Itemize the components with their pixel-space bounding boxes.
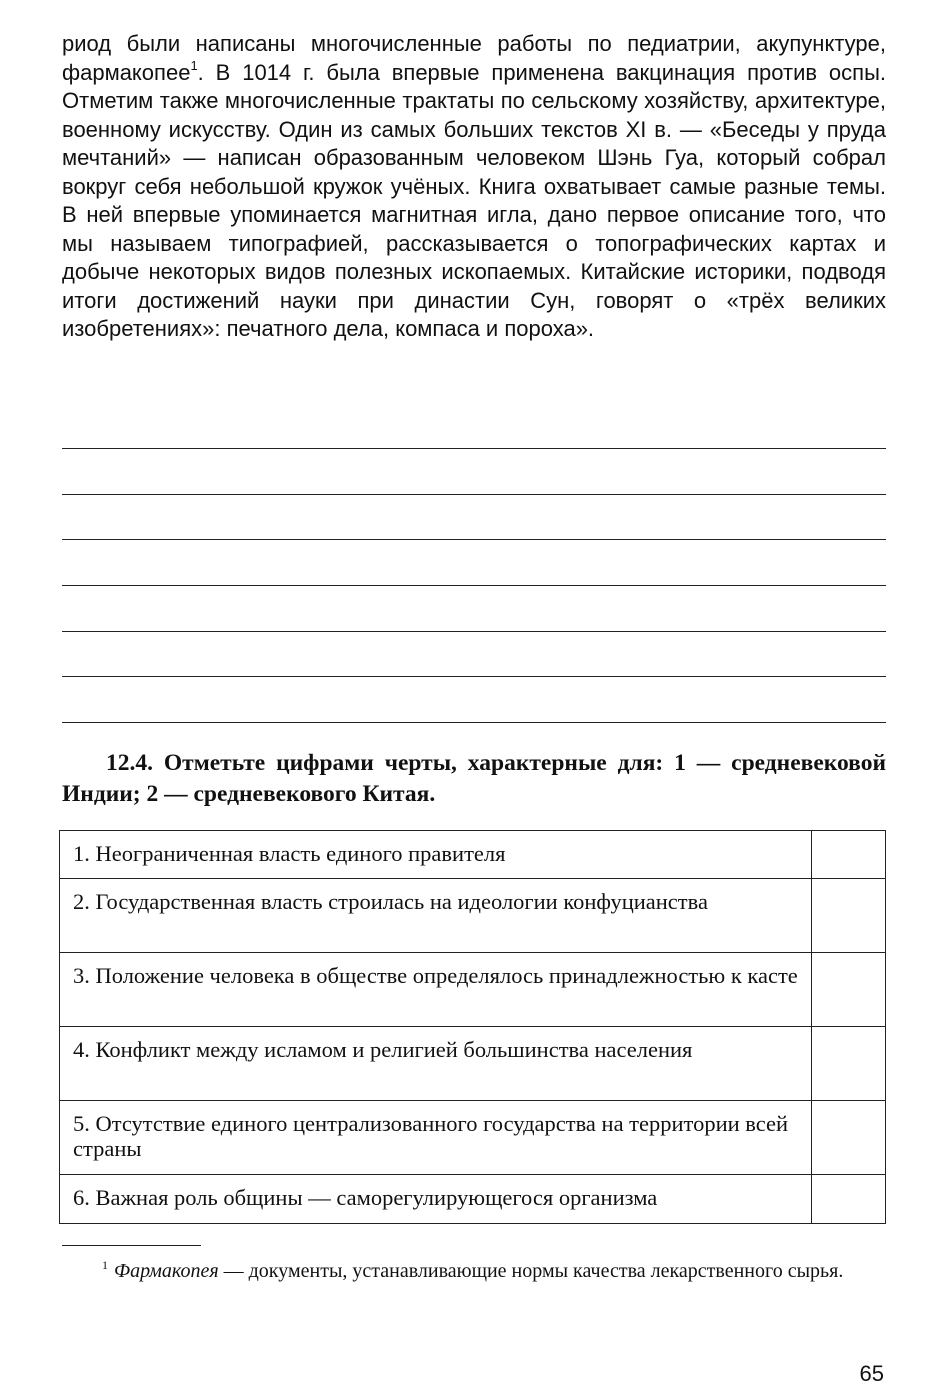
answer-cell[interactable] bbox=[812, 1101, 886, 1175]
answer-cell[interactable] bbox=[812, 879, 886, 953]
table-row bbox=[60, 1175, 886, 1224]
answer-cell[interactable] bbox=[812, 1027, 886, 1101]
footnote-divider bbox=[62, 1245, 201, 1246]
feature-text: 3. Положение человека в обществе определялось принадлежностью к касте bbox=[60, 953, 812, 1027]
task-heading: 12.4. Отметьте цифрами черты, характерные для: 1 — средневековой Индии; 2 — средневекового Китая. bbox=[62, 750, 886, 807]
features-table bbox=[59, 830, 886, 1224]
answer-line[interactable] bbox=[62, 448, 886, 449]
footnote-mark: 1 bbox=[102, 1258, 108, 1273]
answer-cell[interactable] bbox=[812, 953, 886, 1027]
feature-text: 5. Отсутствие единого централизованного государства на территории всей страны bbox=[60, 1101, 812, 1175]
paragraph-text-end: . В 1014 г. была впервые применена вакцинация против оспы. Отметим также многочисленные трактаты по сельскому хозяйству, архитектуре, военному искусству. Один из самых больших текстов XI в. — «Беседы у пруда мечтаний» — написан образованным человеком Шэнь Гуа, который собрал вокруг себя небольшой кружок учёных. Книга охватывает самые разные темы. В ней впервые упоминается магнитная игла, дано первое описание того, что мы называем типографией, рассказывается о топографических картах и добыче некоторых видов полезных ископаемых. Китайские историки, подводя итоги достижений науки при династии Сун, говорят о «трёх великих изобретениях»: печатного дела, компаса и пороха». bbox=[62, 59, 886, 341]
answer-line[interactable] bbox=[62, 585, 886, 586]
footnote bbox=[62, 1258, 886, 1284]
answer-line[interactable] bbox=[62, 494, 886, 495]
answer-cell[interactable] bbox=[812, 831, 886, 879]
footnote-reference[interactable]: 1 bbox=[190, 58, 198, 74]
feature-text: 4. Конфликт между исламом и религией большинства населения bbox=[60, 1027, 812, 1101]
table-row bbox=[60, 831, 886, 879]
answer-lines bbox=[62, 448, 886, 768]
answer-line[interactable] bbox=[62, 722, 886, 723]
answer-cell[interactable] bbox=[812, 1175, 886, 1224]
answer-line[interactable] bbox=[62, 539, 886, 540]
page-number: 65 bbox=[859, 1361, 884, 1386]
table-row bbox=[60, 879, 886, 953]
answer-line[interactable] bbox=[62, 676, 886, 677]
feature-text: 2. Государственная власть строилась на идеологии конфуцианства bbox=[60, 879, 812, 953]
body-paragraph bbox=[62, 30, 886, 344]
table-row bbox=[60, 953, 886, 1027]
footnote-term: Фармакопея bbox=[114, 1260, 219, 1282]
footnote-text: — документы, устанавливающие нормы качества лекарственного сырья. bbox=[218, 1260, 844, 1282]
table-row bbox=[60, 1101, 886, 1175]
feature-text: 1. Неограниченная власть единого правителя bbox=[60, 831, 812, 879]
feature-text: 6. Важная роль общины — саморегулирующегося организма bbox=[60, 1175, 812, 1224]
paragraph-text-start: риод были написаны многочисленные работы по педиатрии, акупунктуре, фармакопее bbox=[62, 31, 886, 85]
table-row bbox=[60, 1027, 886, 1101]
answer-line[interactable] bbox=[62, 631, 886, 632]
